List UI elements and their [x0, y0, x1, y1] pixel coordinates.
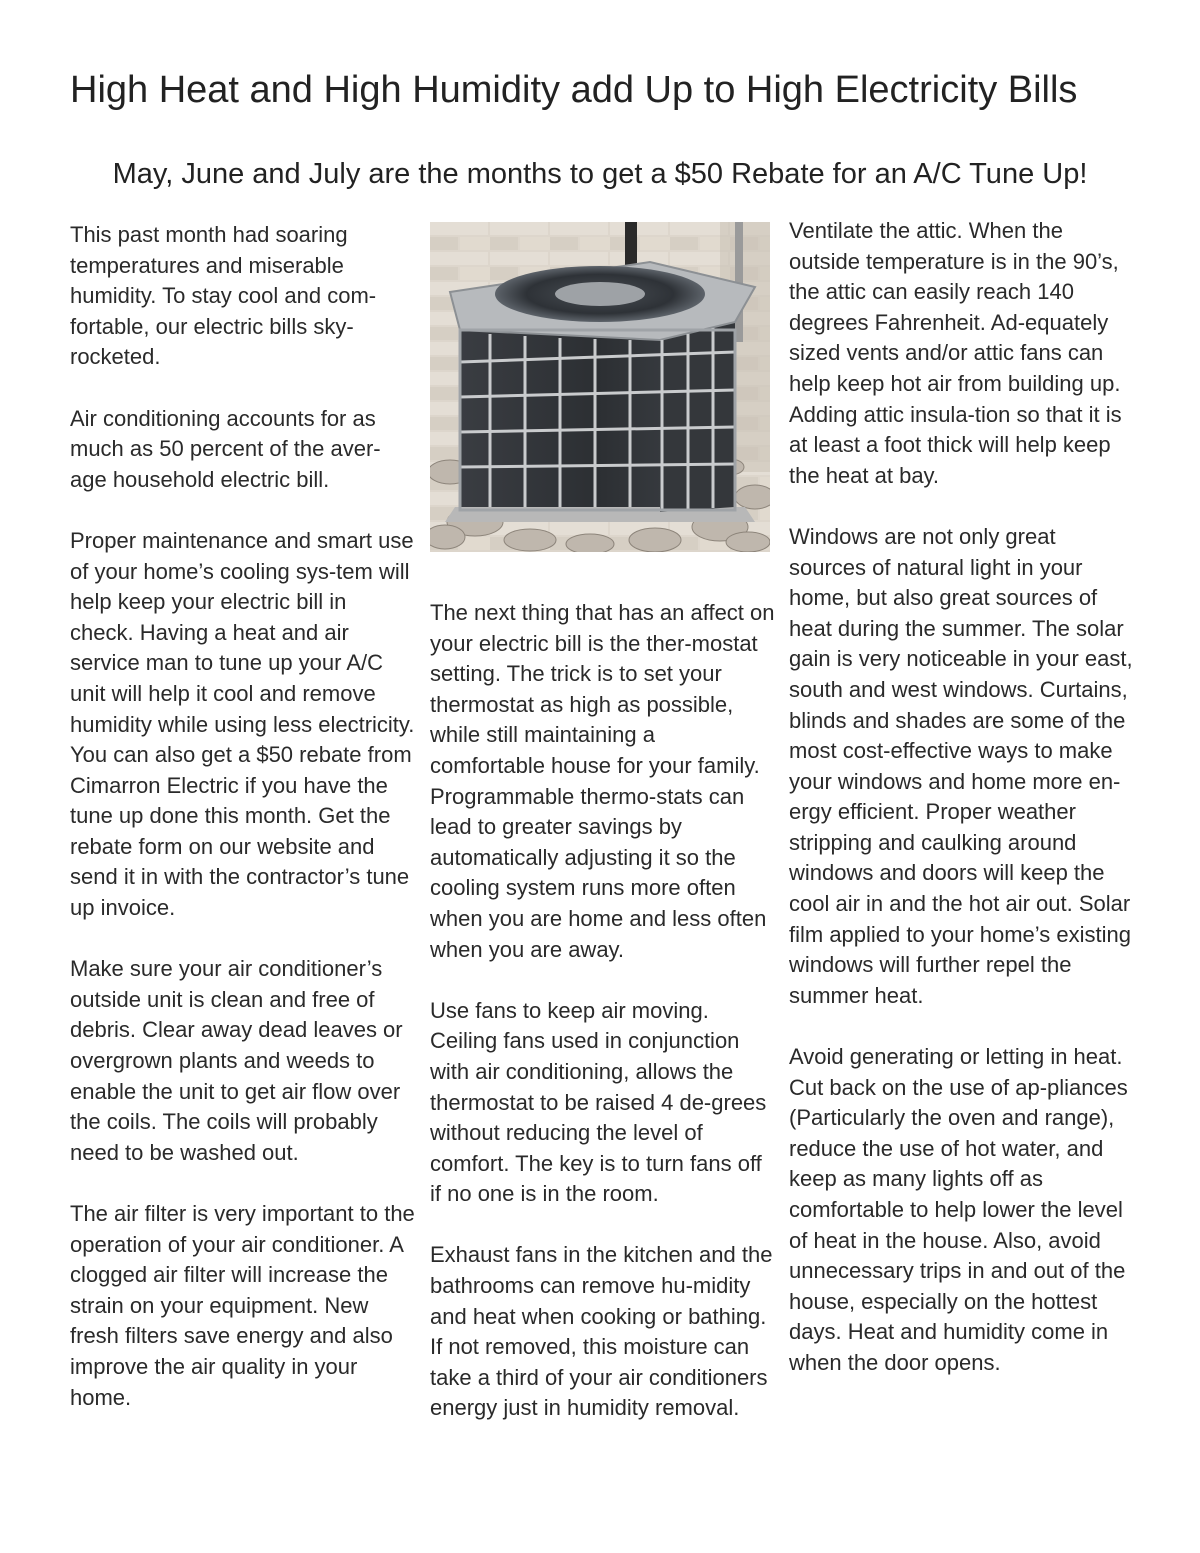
paragraph: Use fans to keep air moving. Ceiling fans used in conjunction with air conditioning, allows the thermostat to be raised 4 de-grees without reducing the level of comfort. The key is to turn fans off if no one is in the room.: [430, 997, 767, 1207]
paragraph: Avoid generating or letting in heat. Cut back on the use of ap-pliances (Particularly the oven and range), reduce the use of hot water, and keep as many lights off as comfortable to help lower the level of heat in the house. Also, avoid unnecessary trips in and out of the house, especially on the hottest days. Heat and humidity come in when the door opens.: [789, 1044, 1128, 1375]
article-column-2: [430, 598, 775, 1424]
article-column-3: [789, 216, 1134, 1379]
paragraph: The next thing that has an affect on your electric bill is the ther-mostat setting. The trick is to set your thermostat as high as possible, while still maintaining a comfortable house for your family. Programmable thermo-stats can lead to greater savings by automatically adjusting it so the cooling system runs more often when you are home and less often when you are away.: [430, 600, 775, 962]
paragraph: Exhaust fans in the kitchen and the bathrooms can remove hu-midity and heat when cooking or bathing. If not removed, this moisture can take a third of your air conditioners energy just in humidity removal.: [430, 1242, 773, 1421]
paragraph: Proper maintenance and smart use of your home’s cooling sys-tem will help keep your electric bill in check. Having a heat and air service man to tune up your A/C unit will help it cool and remove humidity while using less electricity. You can also get a $50 rebate from Cimarron Electric if you have the tune up done this month. Get the rebate form on our website and send it in with the contractor’s tune up invoice.: [70, 527, 415, 921]
page-title: High Heat and High Humidity add Up to High Electricity Bills: [70, 69, 1078, 111]
article-column-1: [70, 220, 415, 1413]
paragraph: Windows are not only great sources of natural light in your home, but also great sources of heat during the summer. The solar gain is very noticeable in your east, south and west windows. Curtains, blinds and shades are some of the most cost-effective ways to make your windows and home more en-ergy efficient. Proper weather stripping and caulking around windows and doors will keep the cool air in and the hot air out. Solar film applied to your home’s existing windows will further repel the summer heat.: [789, 523, 1133, 1008]
paragraph: Ventilate the attic. When the outside temperature is in the 90’s, the attic can easily reach 140 degrees Fahrenheit. Ad-equately sized vents and/or attic fans can help keep hot air from building up. Adding attic insula-tion so that it is at least a foot thick will help keep the heat at bay.: [789, 218, 1122, 488]
paragraph: This past month had soaring temperatures and miserable humidity. To stay cool and com-fortable, our electric bills sky-rocketed.: [70, 222, 377, 370]
paragraph: Make sure your air conditioner’s outside unit is clean and free of debris. Clear away dead leaves or overgrown plants and weeds to enable the unit to get air flow over the coils. The coils will probably need to be washed out.: [70, 956, 403, 1165]
ac-unit-photo: [430, 222, 770, 552]
page-subtitle: May, June and July are the months to get a $50 Rebate for an A/C Tune Up!: [112, 158, 1088, 190]
paragraph: Air conditioning accounts for as much as 50 percent of the aver-age household electric bill.: [70, 405, 381, 492]
paragraph: The air filter is very important to the operation of your air conditioner. A clogged air filter will increase the strain on your equipment. New fresh filters save energy and also improve the air quality in your home.: [70, 1201, 415, 1410]
